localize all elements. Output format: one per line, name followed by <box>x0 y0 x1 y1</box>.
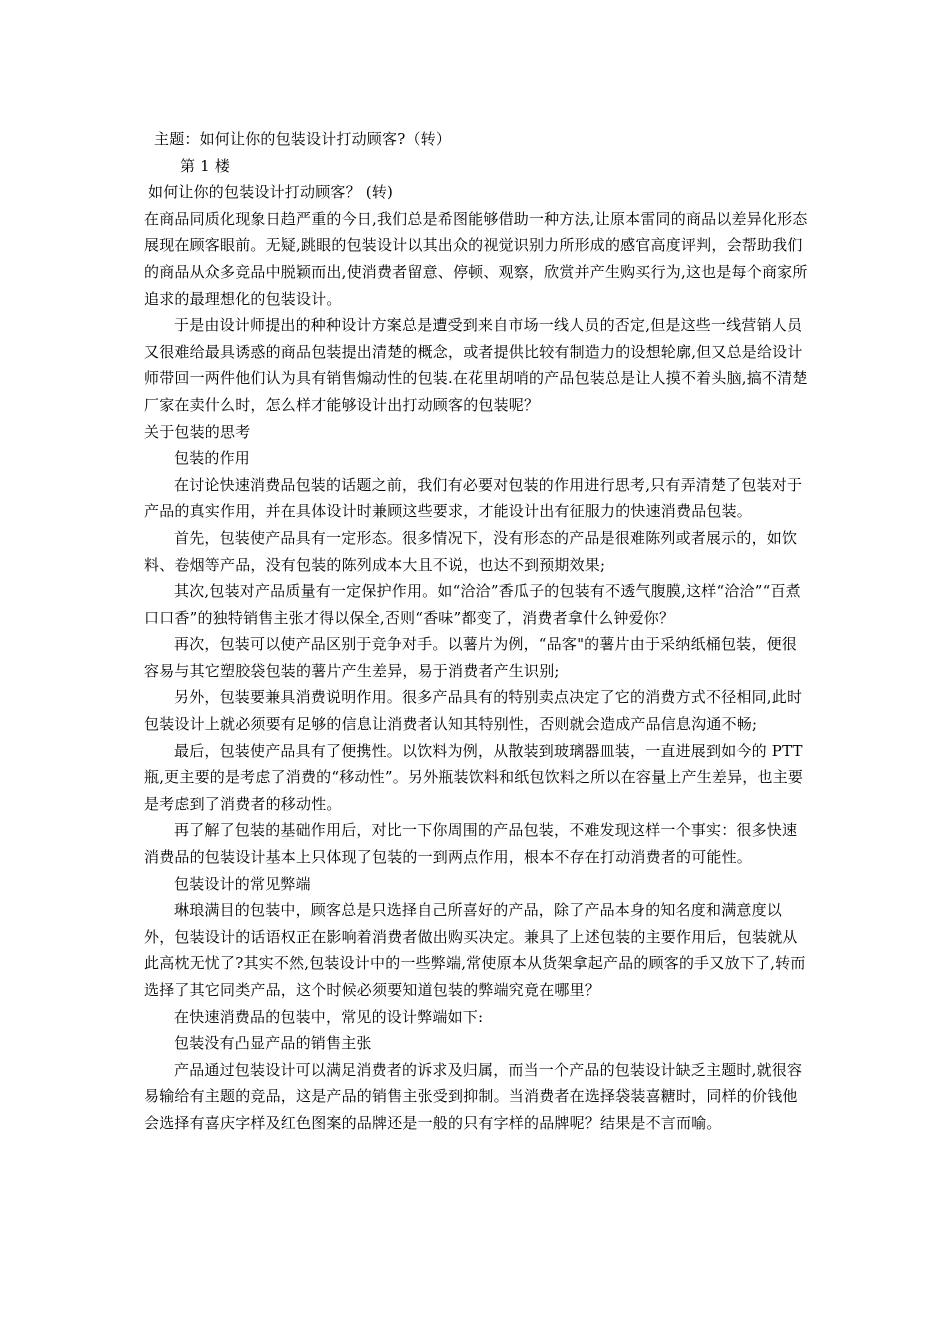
paragraph-intro: 在商品同质化现象日趋严重的今日,我们总是希图能够借助一种方法,让原本雷同的商品以差异化形态展现在顾客眼前。无疑,跳眼的包装设计以其出众的视觉识别力所形成的感官高度评判，会帮助我们的商品从众多竞品中脱颖而出,使消费者留意、停顿、观察，欣赏并产生购买行为,这也是每个商家所追求的最理想化的包装设计。 <box>144 209 808 308</box>
subheading-drawbacks: 包装设计的常见弊端 <box>174 874 311 893</box>
paragraph-last: 最后，包装使产品具有了便携性。以饮料为例，从散装到玻璃器皿装，一直进展到如今的 PTT 瓶,更主要的是考虑了消费的“移动性”。另外瓶装饮料和纸包饮料之所以在容量上产生差异，也主要是考虑到了消费者的移动性。 <box>144 741 804 813</box>
paragraph-problem: 于是由设计师提出的种种设计方案总是遭受到来自市场一线人员的否定,但是这些一线营销人员又很难给最具诱惑的商品包装提出清楚的概念，或者提供比较有制造力的设想轮廓,但又总是给设计师带回一两件他们认为具有销售煽动性的包装.在花里胡哨的产品包装总是让人摸不着头脑,搞不清楚厂家在卖什么时，怎么样才能够设计出打动顾客的包装呢？ <box>144 316 808 414</box>
paragraph-summary: 再了解了包装的基础作用后，对比一下你周围的产品包装，不难发现这样一个事实：很多快速消费品的包装设计基本上只体现了包装的一到两点作用，根本不存在打动消费者的可能性。 <box>144 821 798 867</box>
paragraph-first: 首先，包装使产品具有一定形态。很多情况下，没有形态的产品是很难陈列或者展示的，如饮料、卷烟等产品，没有包装的陈列成本大且不说，也达不到预期效果; <box>144 528 798 574</box>
post-title: 如何让你的包装设计打动顾客？ (转) <box>148 183 394 202</box>
paragraph-third: 再次，包装可以使产品区别于竞争对手。以薯片为例，“品客"的薯片由于采纳纸桶包装，便很容易与其它塑胶袋包装的薯片产生差异，易于消费者产生识别; <box>144 635 797 680</box>
paragraph-drawbacks-intro: 琳琅满目的包装中，顾客总是只选择自己所喜好的产品，除了产品本身的知名度和满意度以外，包装设计的话语权正在影响着消费者做出购买决定。兼具了上述包装的主要作用后，包装就从此高枕无忧了?其实不然,包装设计中的一些弊端,常使原本从货架拿起产品的顾客的手又放下了,转而选择了其它同类产品，这个时候必须要知道包装的弊端究竟在哪里？ <box>144 901 806 999</box>
subheading-function: 包装的作用 <box>174 449 251 468</box>
paragraph-drawbacks-list: 在快速消费品的包装中，常见的设计弊端如下: <box>174 1007 484 1026</box>
paragraph-function-intro: 在讨论快速消费品包装的话题之前，我们有必要对包装的作用进行思考,只有弄清楚了包装对于产品的真实作用，并在具体设计时兼顾这些要求，才能设计出有征服力的快速消费品包装。 <box>144 475 803 521</box>
section-heading-thinking: 关于包装的思考 <box>144 422 251 441</box>
paragraph-second: 其次,包装对产品质量有一定保护作用。如“洽洽”香瓜子的包装有不透气腹膜,这样“洽洽”“百煮口口香”的独特销售主张才得以保全,否则“香味”都变了，消费者拿什么钟爱你？ <box>144 582 801 627</box>
paragraph-also: 另外，包装要兼具消费说明作用。很多产品具有的特别卖点决定了它的消费方式不径相同,此时包装设计上就必须要有足够的信息让消费者认知其特别性，否则就会造成产品信息沟通不畅; <box>144 688 803 734</box>
document-body <box>144 126 808 1137</box>
thread-title: 主题：如何让你的包装设计打动顾客?（转） <box>154 130 452 148</box>
paragraph-no-selling-point: 产品通过包装设计可以满足消费者的诉求及归属，而当一个产品的包装设计缺乏主题时,就很容易输给有主题的竞品，这是产品的销售主张受到抑制。当消费者在选择袋装喜糖时，同样的价钱他会选择有喜庆字样及红色图案的品牌还是一般的只有字样的品牌呢？结果是不言而喻。 <box>144 1060 803 1132</box>
subheading-no-selling-point: 包装没有凸显产品的销售主张 <box>174 1034 372 1053</box>
floor-label: 第 1 楼 <box>180 156 231 175</box>
